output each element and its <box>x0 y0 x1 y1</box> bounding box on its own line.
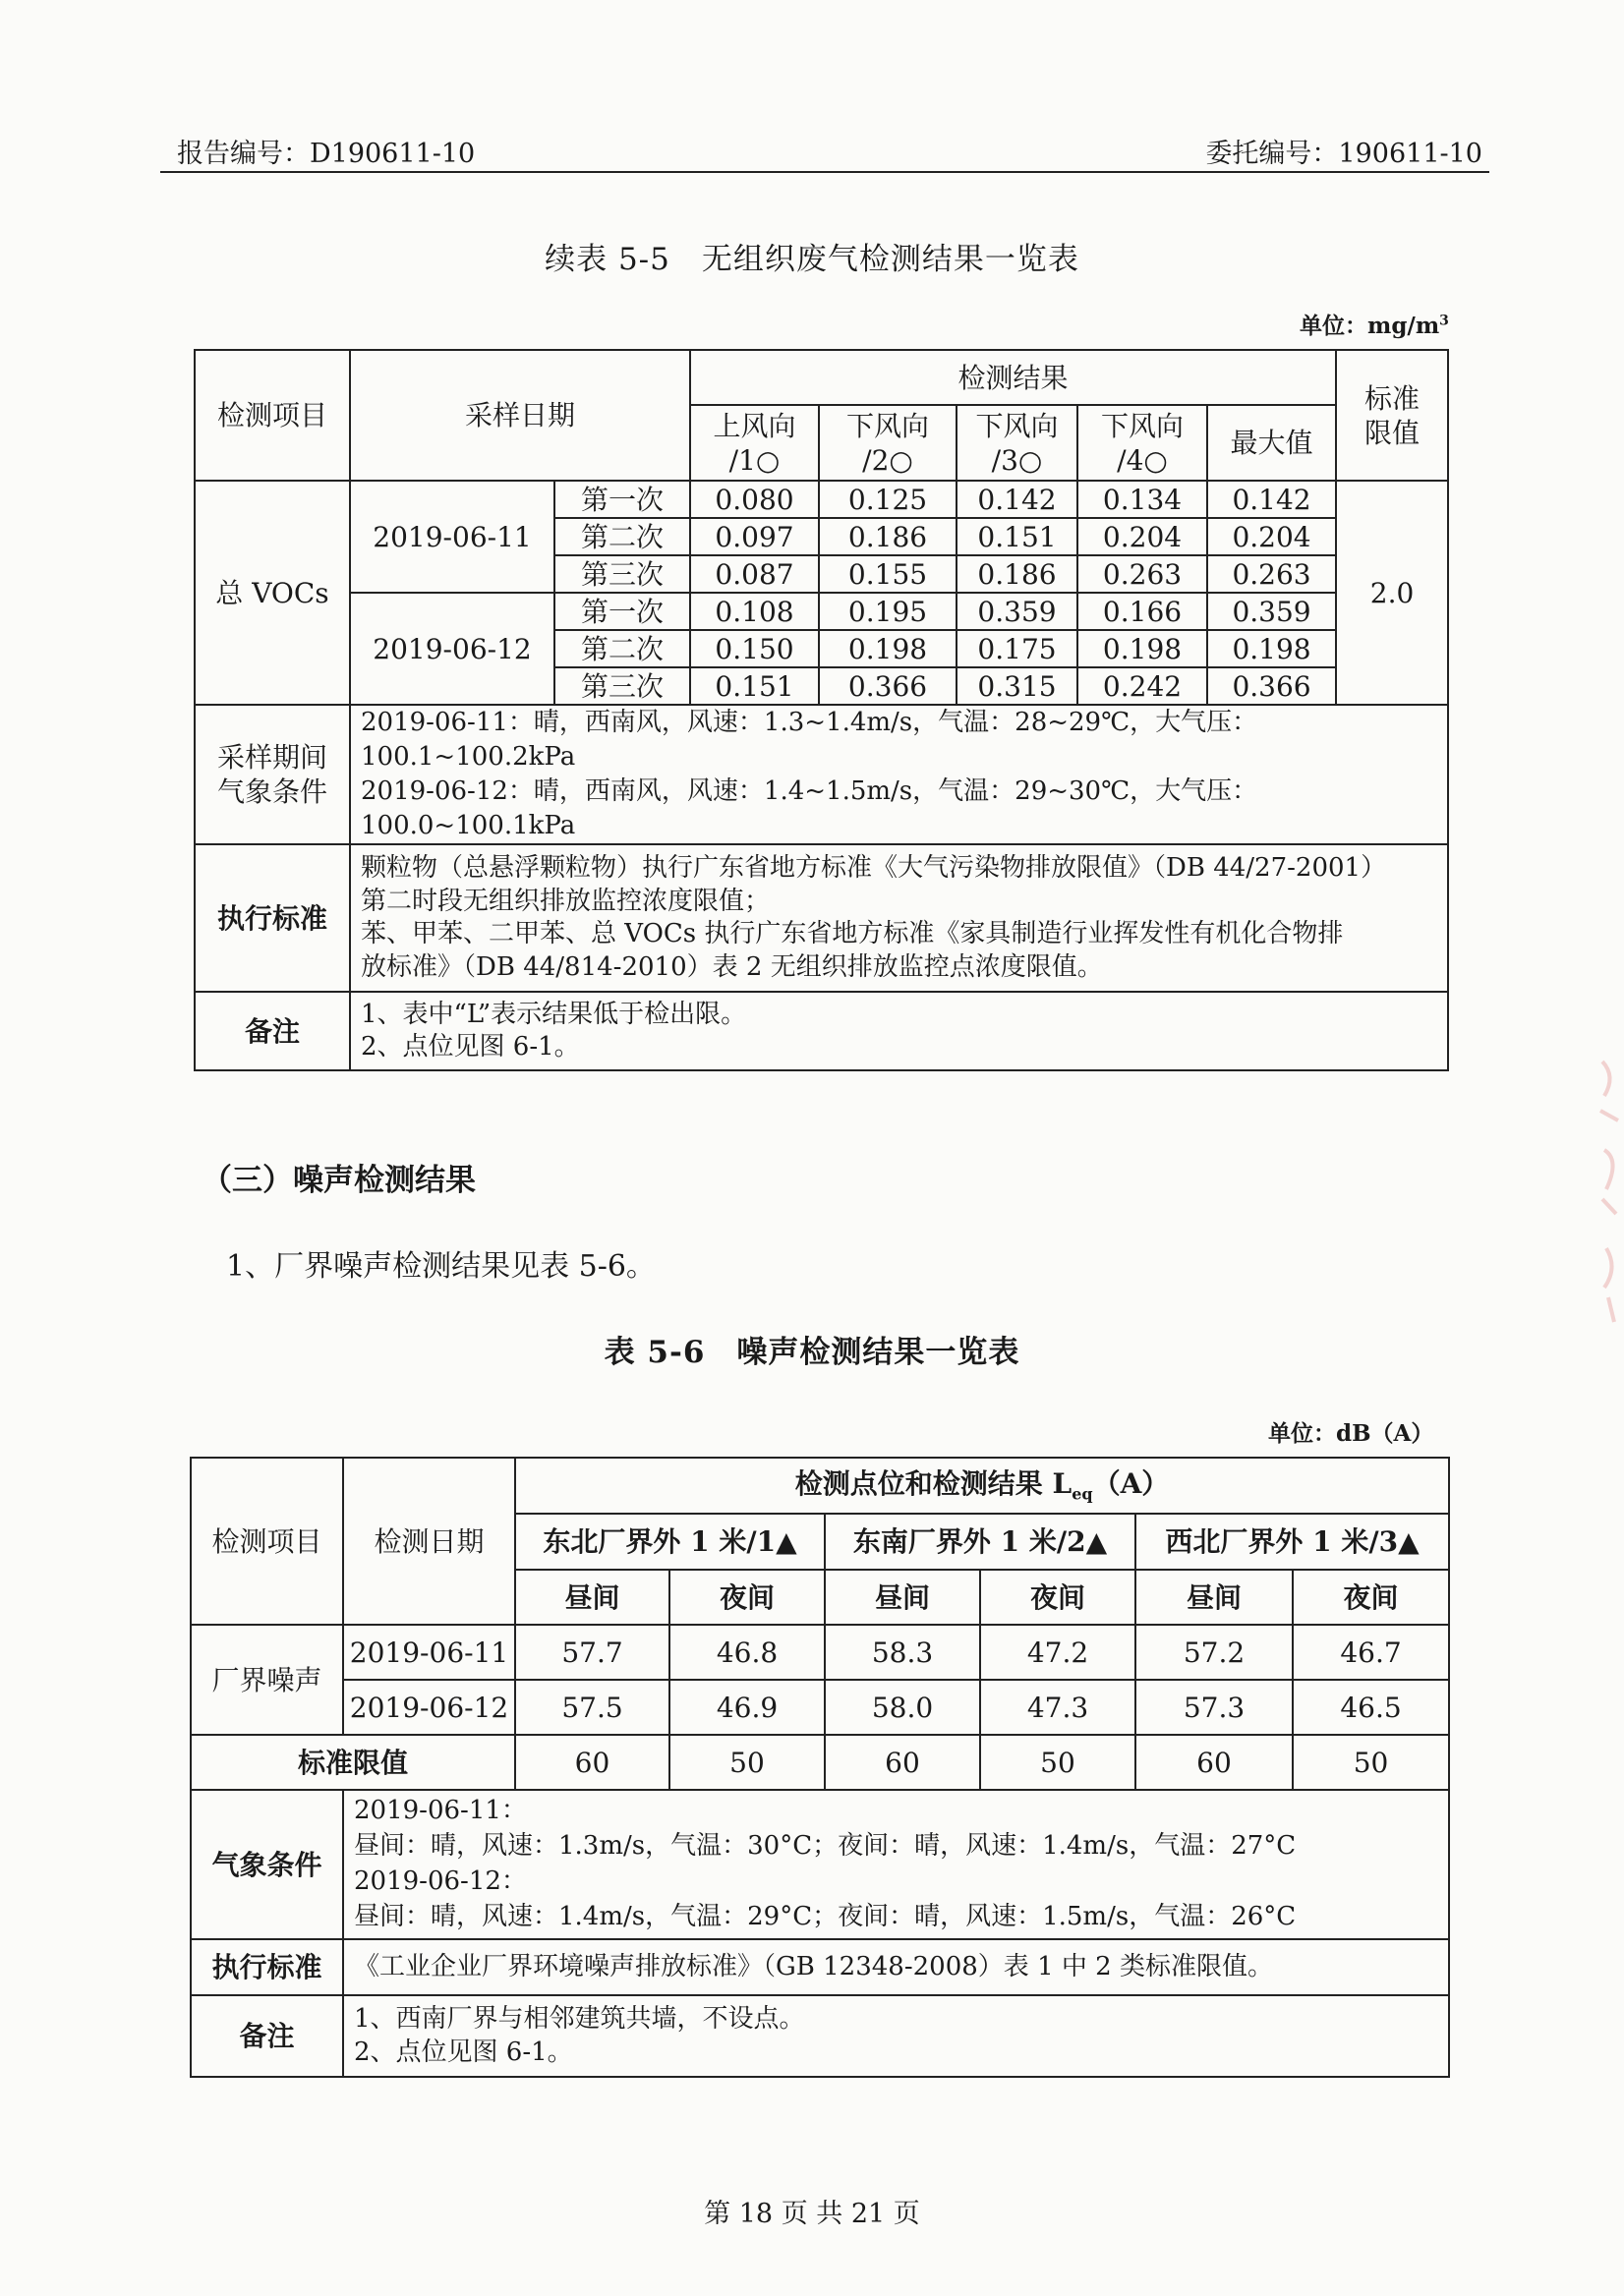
standard-label: 执行标准 <box>191 1939 343 1995</box>
date-cell: 2019-06-11 <box>343 1625 515 1680</box>
value-cell: 57.2 <box>1135 1625 1293 1680</box>
table-5-5-title: 续表 5-5 无组织废气检测结果一览表 <box>545 242 1079 277</box>
weather-line: 2019-06-11： <box>354 1796 527 1826</box>
sample-round-cell: 第三次 <box>554 667 690 705</box>
note-line: 1、表中“L”表示结果低于检出限。 <box>361 999 747 1029</box>
value-cell: 0.155 <box>819 555 957 593</box>
value-cell: 0.087 <box>690 555 819 593</box>
standard-label: 执行标准 <box>195 844 350 992</box>
value-cell: 0.204 <box>1077 518 1207 555</box>
seal-stamp-fragment <box>1595 1042 1624 1327</box>
value-cell: 46.5 <box>1293 1680 1449 1735</box>
point-header: 东南厂界外 1 米/2▲ <box>825 1514 1135 1570</box>
sample-round-cell: 第一次 <box>554 593 690 630</box>
noise-results-table <box>190 1457 1450 2078</box>
value-cell: 0.186 <box>819 518 957 555</box>
sample-round-cell: 第二次 <box>554 518 690 555</box>
table-5-6-unit: 单位：dB（A） <box>1268 1420 1434 1447</box>
table-row <box>195 481 1448 518</box>
note-line: 2、点位见图 6-1。 <box>361 1032 580 1062</box>
note-line: 1、西南厂界与相邻建筑共墙，不设点。 <box>354 2003 805 2034</box>
sub-column-header: 下风向 /2○ <box>819 405 957 481</box>
value-cell: 0.134 <box>1077 481 1207 518</box>
weather-line: 2019-06-12：晴，西南风，风速：1.4~1.5m/s，气温：29~30℃，大气压：100.0~100.1kPa <box>361 776 1258 841</box>
sample-round-cell: 第二次 <box>554 630 690 667</box>
limit-label: 标准限值 <box>191 1735 515 1790</box>
limit-cell: 50 <box>980 1735 1135 1790</box>
weather-label: 气象条件 <box>191 1790 343 1939</box>
weather-line: 2019-06-11：晴，西南风，风速：1.3~1.4m/s，气温：28~29℃，大气压：100.1~100.2kPa <box>361 708 1258 773</box>
limit-cell: 2.0 <box>1336 481 1448 705</box>
sub-column-header: 最大值 <box>1207 405 1336 481</box>
date-cell: 2019-06-12 <box>350 593 554 705</box>
value-cell: 0.097 <box>690 518 819 555</box>
table-row <box>195 593 1448 630</box>
value-cell: 0.186 <box>957 555 1077 593</box>
day-header: 昼间 <box>1135 1570 1293 1625</box>
value-cell: 57.5 <box>515 1680 669 1735</box>
sample-round-cell: 第三次 <box>554 555 690 593</box>
standard-text <box>350 844 1448 992</box>
standard-line: 放标准》（DB 44/814-2010）表 2 无组织排放监控点浓度限值。 <box>361 952 1103 983</box>
value-cell: 0.366 <box>1207 667 1336 705</box>
voc-results-table <box>194 349 1449 1071</box>
section-heading: （三）噪声检测结果 <box>202 1163 476 1198</box>
value-cell: 46.7 <box>1293 1625 1449 1680</box>
col-header-date: 检测日期 <box>343 1458 515 1625</box>
value-cell: 0.359 <box>957 593 1077 630</box>
value-cell: 58.0 <box>825 1680 980 1735</box>
sub-column-header: 上风向 /1○ <box>690 405 819 481</box>
standard-line: 第二时段无组织排放监控浓度限值； <box>361 886 771 916</box>
value-cell: 0.142 <box>957 481 1077 518</box>
value-cell: 0.151 <box>690 667 819 705</box>
weather-label: 采样期间气象条件 <box>195 705 350 844</box>
day-header: 昼间 <box>825 1570 980 1625</box>
value-cell: 0.150 <box>690 630 819 667</box>
report-number: 报告编号：D190611-10 <box>177 139 476 169</box>
value-cell: 0.198 <box>819 630 957 667</box>
value-cell: 0.315 <box>957 667 1077 705</box>
value-cell: 46.9 <box>669 1680 825 1735</box>
value-cell: 0.263 <box>1207 555 1336 593</box>
weather-line: 昼间：晴，风速：1.4m/s，气温：29°C；夜间：晴，风速：1.5m/s，气温：26°C <box>354 1901 1297 1931</box>
value-cell: 0.108 <box>690 593 819 630</box>
value-cell: 0.198 <box>1207 630 1336 667</box>
weather-line: 2019-06-12： <box>354 1866 527 1896</box>
item-name-cell: 总 VOCs <box>195 481 350 705</box>
table-row <box>191 1680 1449 1735</box>
standard-line: 苯、甲苯、二甲苯、总 VOCs 执行广东省地方标准《家具制造行业挥发性有机化合物排 <box>361 919 1344 949</box>
value-cell: 0.204 <box>1207 518 1336 555</box>
col-header-date: 采样日期 <box>350 350 690 481</box>
night-header: 夜间 <box>1293 1570 1449 1625</box>
limit-cell: 50 <box>669 1735 825 1790</box>
limit-cell: 60 <box>1135 1735 1293 1790</box>
standard-line: 颗粒物（总悬浮颗粒物）执行广东省地方标准《大气污染物排放限值》（DB 44/27-2001） <box>361 852 1387 883</box>
table-5-5-unit: 单位：$mg/m^3$ <box>1300 313 1449 339</box>
sub-column-header: 下风向 /3○ <box>957 405 1077 481</box>
value-cell: 0.195 <box>819 593 957 630</box>
value-cell: 0.166 <box>1077 593 1207 630</box>
point-header: 东北厂界外 1 米/1▲ <box>515 1514 825 1570</box>
paragraph: 1、厂界噪声检测结果见表 5-6。 <box>226 1249 656 1284</box>
page-footer: 第 18 页 共 21 页 <box>704 2199 920 2229</box>
weather-conditions <box>350 705 1448 844</box>
table-5-6-title: 表 5-6 噪声检测结果一览表 <box>604 1335 1020 1370</box>
value-cell: 0.080 <box>690 481 819 518</box>
col-header-points: 检测点位和检测结果 $L_{eq}(A)$ <box>515 1458 1449 1514</box>
night-header: 夜间 <box>669 1570 825 1625</box>
day-header: 昼间 <box>515 1570 669 1625</box>
limit-cell: 60 <box>825 1735 980 1790</box>
value-cell: 0.125 <box>819 481 957 518</box>
value-cell: 0.242 <box>1077 667 1207 705</box>
note-line: 2、点位见图 6-1。 <box>354 2037 573 2067</box>
value-cell: 0.263 <box>1077 555 1207 593</box>
value-cell: 0.366 <box>819 667 957 705</box>
report-header <box>160 130 1489 173</box>
value-cell: 0.151 <box>957 518 1077 555</box>
col-header-standard: 标准限值 <box>1336 350 1448 481</box>
value-cell: 47.2 <box>980 1625 1135 1680</box>
value-cell: 0.198 <box>1077 630 1207 667</box>
limit-cell: 50 <box>1293 1735 1449 1790</box>
sub-column-header: 下风向 /4○ <box>1077 405 1207 481</box>
notes <box>343 1995 1449 2077</box>
value-cell: 0.359 <box>1207 593 1336 630</box>
weather-line: 昼间：晴，风速：1.3m/s，气温：30°C；夜间：晴，风速：1.4m/s，气温：27°C <box>354 1831 1297 1862</box>
standard-text: 《工业企业厂界环境噪声排放标准》（GB 12348-2008）表 1 中 2 类标准限值。 <box>343 1939 1449 1995</box>
value-cell: 57.3 <box>1135 1680 1293 1735</box>
value-cell: 57.7 <box>515 1625 669 1680</box>
note-label: 备注 <box>191 1995 343 2077</box>
weather-conditions <box>343 1790 1449 1939</box>
note-label: 备注 <box>195 992 350 1070</box>
sample-round-cell: 第一次 <box>554 481 690 518</box>
point-header: 西北厂界外 1 米/3▲ <box>1135 1514 1449 1570</box>
item-name-cell: 厂界噪声 <box>191 1625 343 1735</box>
commission-number: 委托编号：190611-10 <box>1205 139 1482 169</box>
col-header-item: 检测项目 <box>191 1458 343 1625</box>
value-cell: 0.175 <box>957 630 1077 667</box>
value-cell: 58.3 <box>825 1625 980 1680</box>
notes <box>350 992 1448 1070</box>
night-header: 夜间 <box>980 1570 1135 1625</box>
date-cell: 2019-06-12 <box>343 1680 515 1735</box>
col-header-item: 检测项目 <box>195 350 350 481</box>
value-cell: 47.3 <box>980 1680 1135 1735</box>
date-cell: 2019-06-11 <box>350 481 554 593</box>
col-header-results: 检测结果 <box>690 350 1336 405</box>
value-cell: 0.142 <box>1207 481 1336 518</box>
value-cell: 46.8 <box>669 1625 825 1680</box>
table-row <box>191 1625 1449 1680</box>
limit-cell: 60 <box>515 1735 669 1790</box>
